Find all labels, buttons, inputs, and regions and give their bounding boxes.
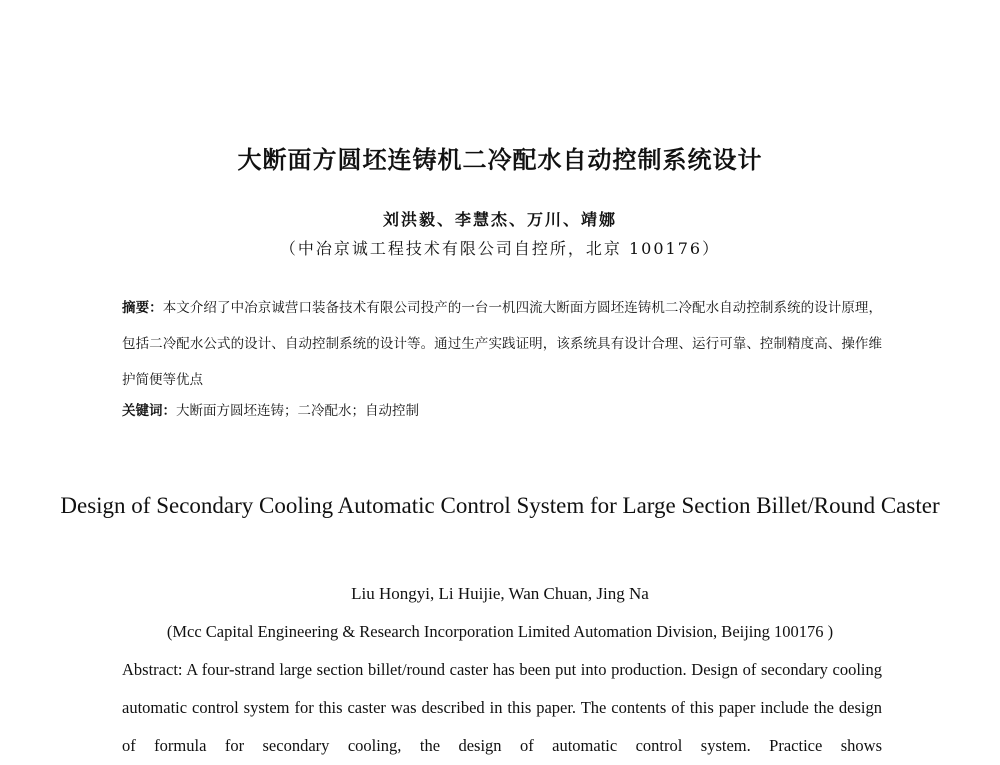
english-abstract-label: Abstract: xyxy=(122,660,183,679)
chinese-abstract xyxy=(122,290,882,398)
english-abstract-text: A four-strand large section billet/round caster has been put into production. Design of secondary cooling automatic control system for this caster was described in this paper. The contents of this paper include the design of formula for secondary cooling, the design of automatic control system. Practice shows xyxy=(122,660,882,755)
english-affiliation: (Mcc Capital Engineering & Research Incorporation Limited Automation Division, Beijing 100176 ) xyxy=(166,622,834,641)
chinese-abstract-label: 摘要： xyxy=(122,300,163,316)
chinese-affiliation: （中冶京诚工程技术有限公司自控所，北京 100176） xyxy=(279,239,721,258)
chinese-abstract-text: 本文介绍了中冶京诚营口装备技术有限公司投产的一台一机四流大断面方圆坯连铸机二冷配水自动控制系统的设计原理，包括二冷配水公式的设计、自动控制系统的设计等。通过生产实践证明，该系统具有设计合理、运行可靠、控制精度高、操作维护简便等优点 xyxy=(122,300,882,388)
chinese-title: 大断面方圆坯连铸机二冷配水自动控制系统设计 xyxy=(237,146,763,174)
chinese-keywords xyxy=(122,398,882,424)
chinese-keywords-label: 关键词： xyxy=(122,403,176,419)
english-abstract xyxy=(122,651,882,765)
chinese-keywords-text: 大断面方圆坯连铸；二冷配水；自动控制 xyxy=(176,403,419,419)
english-authors: Liu Hongyi, Li Huijie, Wan Chuan, Jing Na xyxy=(351,584,649,603)
english-title: Design of Secondary Cooling Automatic Control System for Large Section Billet/Round Caster xyxy=(60,493,940,518)
chinese-authors: 刘洪毅、李慧杰、万川、靖娜 xyxy=(382,210,617,229)
